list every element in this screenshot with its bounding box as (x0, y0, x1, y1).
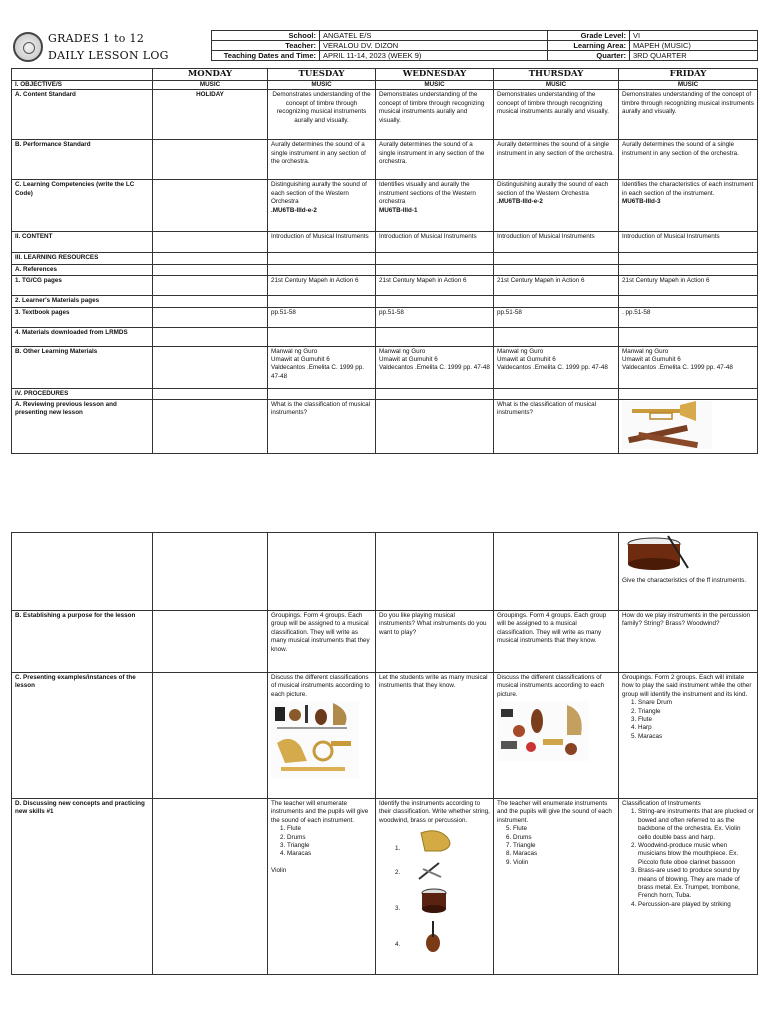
quarter-label: Quarter: (548, 51, 630, 61)
proc-d-fri: Classification of Instruments 1. String-are instruments that are plucked or bowed and often referred to as the backbone of the orchestra. Ex. Violin cello double bass and harp. 2. Woodwind-produce music when musicians blow the mouthpiece. Ex. Piccolo flute oboe clarinet bassoon 3. Brass-are used to produce sound by means of blowing. They are made of brass metal. Ex. Trumpet, trombone, French horn, Tuba. 4. Percussion-are played by striking (619, 799, 758, 975)
tg-pages-label: 1. TG/CG pages (12, 276, 153, 296)
list-item: 2. Woodwind-produce music when musicians blow the mouthpiece. Ex. Piccolo flute oboe clarinet bassoon (638, 842, 754, 867)
content-standard-thu: Demonstrates understanding of the concept of timbre through recognizing musical instruments aurally and visually. (494, 90, 619, 140)
lc-code-tue: .MU6TB-IIId-e-2 (271, 206, 317, 214)
tg-tue: 21st Century Mapeh in Action 6 (268, 276, 376, 296)
list-item: 2. Triangle (638, 708, 754, 716)
proc-b-thu: Groupings. Form 4 groups. Each group will be assigned to a musical classification. They will write as many musical instruments that they know. (494, 611, 619, 673)
proc-c-wed: Let the students write as many musical instruments that they know. (376, 673, 494, 799)
deped-seal-logo (13, 32, 43, 62)
list-item: 1. String-are instruments that are plucked or bowed and often referred to as the backbone of the orchestra. Ex. Violin cello double bass and harp. (638, 808, 754, 842)
tg-wed: 21st Century Mapeh in Action 6 (376, 276, 494, 296)
competency-label: C. Learning Competencies (write the LC Code) (12, 180, 153, 232)
competency-fri: Identifies the characteristics of each instrument in each section of the instrument. MU6TB-IIId-3 (619, 180, 758, 232)
instruments-collage-image (271, 701, 359, 779)
school-value: ANGATEL E/S (320, 31, 548, 41)
proc-d-tue: The teacher will enumerate instruments and the pupils will give the sound of each instrument. 1. Flute 2. Drums 3. Triangle 4. Maracas Violin (268, 799, 376, 975)
document-title (48, 30, 169, 64)
subject-tue: MUSIC (268, 81, 376, 90)
title-line-2: DAILY LESSON LOG (48, 49, 169, 62)
list-item: 4. Percussion-are played by striking (638, 901, 754, 909)
teacher-label: Teacher: (212, 41, 320, 51)
title-line-1: GRADES 1 to 12 (48, 32, 145, 45)
proc-d-wed-images (379, 825, 490, 953)
teacher-value: VERALOU DV. DIZON (320, 41, 548, 51)
dates-value: APRIL 11-14, 2023 (WEEK 9) (320, 51, 548, 61)
references-label: A. References (12, 264, 153, 275)
content-tue: Introduction of Musical Instruments (268, 232, 376, 253)
competency-thu: Distinguishing aurally the sound of each section of the Western Orchestra .MU6TB-IIId-e-2 (494, 180, 619, 232)
performance-standard-thu: Aurally determines the sound of a single instrument in any section of the orchestra. (494, 140, 619, 180)
list-item: 8. Maracas (513, 850, 615, 858)
drum-image (419, 887, 449, 917)
tg-thu: 21st Century Mapeh in Action 6 (494, 276, 619, 296)
proc-d-thu-list (497, 825, 615, 867)
content-standard-tue: Demonstrates understanding of the concept of timbre through recognizing musical instruments aurally and visually. (268, 90, 376, 140)
proc-a-thu: What is the classification of musical instruments? (494, 400, 619, 454)
competency-tue: Distinguishing aurally the sound of each section of the Western Orchestra .MU6TB-IIId-e-2 (268, 180, 376, 232)
proc-d-thu: The teacher will enumerate instruments and the pupils will give the sound of each instrument. 5. Flute 6. Drums 7. Triangle 8. Maracas 9. Violin (494, 799, 619, 975)
proc-a-fri-continued (619, 533, 758, 611)
quarter-value: 3RD QUARTER (630, 51, 758, 61)
day-wednesday: WEDNESDAY (376, 69, 494, 81)
proc-a-label: A. Reviewing previous lesson and presenting new lesson (12, 400, 153, 454)
day-friday: FRIDAY (619, 69, 758, 81)
resources-heading: III. LEARNING RESOURCES (12, 253, 153, 264)
proc-c-fri-list (622, 699, 754, 741)
list-number: 3. (395, 905, 401, 913)
proc-a-fri-images (619, 400, 758, 454)
instruments-chart-image (497, 701, 589, 761)
objectives-heading: I. OBJECTIVE/S (12, 81, 153, 90)
performance-standard-label: B. Performance Standard (12, 140, 153, 180)
day-tuesday: TUESDAY (268, 69, 376, 81)
list-item: 2. Drums (287, 834, 372, 842)
subject-thu: MUSIC (494, 81, 619, 90)
textbook-thu: pp.51-58 (494, 307, 619, 327)
list-number: 2. (395, 869, 401, 877)
perf-mon (153, 140, 268, 180)
textbook-fri: . pp.51-58 (619, 307, 758, 327)
other-tue: Manwal ng Guro Umawit at Gumuhit 6 Valdecantos .Emelita C. 1999 pp. 47-48 (268, 346, 376, 388)
lc-code-fri: MU6TB-IIId-3 (622, 198, 661, 206)
snare-drum-image (622, 534, 692, 574)
other-wed: Manwal ng Guro Umawit at Gumuhit 6 Valdecantos .Emelita C. 1999 pp. 47-48 (376, 346, 494, 388)
subject-wed: MUSIC (376, 81, 494, 90)
subject-mon: MUSIC (153, 81, 268, 90)
other-materials-label: B. Other Learning Materials (12, 346, 153, 388)
proc-d-tue-list (271, 825, 372, 859)
list-item: 6. Drums (513, 834, 615, 842)
lesson-log-table-continued (11, 532, 758, 975)
proc-a-tue: What is the classification of musical instruments? (268, 400, 376, 454)
list-number: 1. (395, 845, 401, 853)
proc-a-fri-caption: Give the characteristics of the ff instruments. (622, 577, 747, 585)
proc-d-fri-list (622, 808, 754, 909)
list-item: 1. Flute (287, 825, 372, 833)
performance-standard-tue: Aurally determines the sound of a single instrument in any section of the orchestra. (268, 140, 376, 180)
content-thu: Introduction of Musical Instruments (494, 232, 619, 253)
content-standard-label: A. Content Standard (12, 90, 153, 140)
tuba-image (417, 827, 457, 853)
list-item: 1. Snare Drum (638, 699, 754, 707)
tg-fri: 21st Century Mapeh in Action 6 (619, 276, 758, 296)
competency-wed: Identifies visually and aurally the instrument sections of the Western orchestra MU6TB-IIId-1 (376, 180, 494, 232)
proc-c-label: C. Presenting examples/instances of the lesson (12, 673, 153, 799)
subject-fri: MUSIC (619, 81, 758, 90)
proc-d-wed: Identify the instruments according to their classification. Write whether string, woodwind, brass or percussion. 1. 2. 3. 4. (376, 799, 494, 975)
area-value: MAPEH (MUSIC) (630, 41, 758, 51)
dates-label: Teaching Dates and Time: (212, 51, 320, 61)
list-number: 4. (395, 941, 401, 949)
performance-standard-wed: Aurally determines the sound of a single instrument in any section of the orchestra. (376, 140, 494, 180)
proc-b-fri: How do we play instruments in the percussion family? String? Brass? Woodwind? (619, 611, 758, 673)
textbook-label: 3. Textbook pages (12, 307, 153, 327)
list-item: 4. Maracas (287, 850, 372, 858)
proc-b-tue: Groupings. Form 4 groups. Each group will be assigned to a musical classification. They will write as many musical instruments that they know. (268, 611, 376, 673)
proc-c-fri: Groupings. Form 2 groups. Each will imitate how to play the said instrument while the other group will identify the instrument and its kind. 1. Snare Drum 2. Triangle 3. Flute 4. Harp 5. Maracas (619, 673, 758, 799)
monday-holiday: HOLIDAY (153, 90, 268, 140)
area-label: Learning Area: (548, 41, 630, 51)
day-monday: MONDAY (153, 69, 268, 81)
proc-c-tue: Discuss the different classifications of musical instruments according to each picture. (268, 673, 376, 799)
lm-pages-label: 2. Learner's Materials pages (12, 296, 153, 307)
trumpet-and-claves-image (622, 401, 712, 449)
proc-d-label: D. Discussing new concepts and practicing new skills #1 (12, 799, 153, 975)
corner-cell (12, 69, 153, 81)
list-item: 4. Harp (638, 724, 754, 732)
lesson-log-table (11, 68, 758, 454)
list-item: 9. Violin (513, 859, 615, 867)
list-item: 5. Flute (513, 825, 615, 833)
list-item: 3. Triangle (287, 842, 372, 850)
grade-label: Grade Level: (548, 31, 630, 41)
list-item: 7. Triangle (513, 842, 615, 850)
content-fri: Introduction of Musical Instruments (619, 232, 758, 253)
comp-mon (153, 180, 268, 232)
lrmds-label: 4. Materials downloaded from LRMDS (12, 327, 153, 346)
list-item: 3. Brass-are used to produce sound by means of blowing. They are made of brass metal. Ex. Trumpet, trombone, French horn, Tuba. (638, 867, 754, 901)
proc-b-wed: Do you like playing musical instruments? What instruments do you want to play? (376, 611, 494, 673)
list-item: 3. Flute (638, 716, 754, 724)
violin-image (423, 921, 443, 953)
proc-b-label: B. Establishing a purpose for the lesson (12, 611, 153, 673)
lc-code-thu: .MU6TB-IIId-e-2 (497, 198, 543, 206)
procedures-heading: IV. PROCEDURES (12, 388, 153, 399)
performance-standard-fri: Aurally determines the sound of a single instrument in any section of the orchestra. (619, 140, 758, 180)
content-standard-wed: Demonstrates understanding of the concept of timbre through recognizing musical instruments aurally and visually. (376, 90, 494, 140)
day-thursday: THURSDAY (494, 69, 619, 81)
school-label: School: (212, 31, 320, 41)
proc-c-thu: Discuss the different classifications of musical instruments according to each picture. (494, 673, 619, 799)
other-thu: Manwal ng Guro Umawit at Gumuhit 6 Valdecantos .Emelita C. 1999 pp. 47-48 (494, 346, 619, 388)
proc-d-tue-extra: Violin (271, 866, 287, 874)
content-standard-fri: Demonstrates understanding of the concept of timbre through recognizing musical instruments aurally and visually. (619, 90, 758, 140)
content-heading: II. CONTENT (12, 232, 153, 253)
other-fri: Manwal ng Guro Umawit at Gumuhit 6 Valdecantos .Emelita C. 1999 pp. 47-48 (619, 346, 758, 388)
content-wed: Introduction of Musical Instruments (376, 232, 494, 253)
textbook-wed: pp.51-58 (376, 307, 494, 327)
list-item: 5. Maracas (638, 733, 754, 741)
triangle-image (415, 859, 445, 883)
textbook-tue: pp.51-58 (268, 307, 376, 327)
header-info-table (211, 30, 758, 61)
lc-code-wed: MU6TB-IIId-1 (379, 206, 418, 214)
grade-value: VI (630, 31, 758, 41)
